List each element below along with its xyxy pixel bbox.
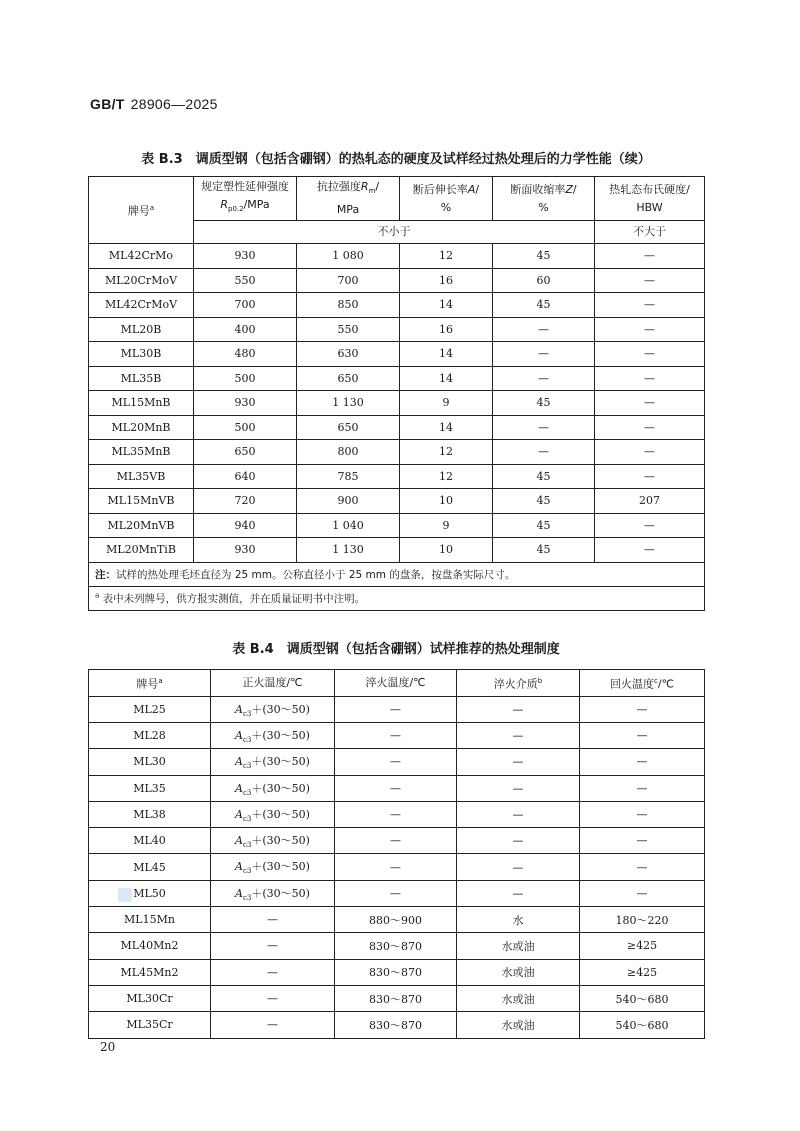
brand-cell: ML45Mn2 [89, 959, 211, 985]
normalize-cell: — [211, 1012, 335, 1038]
table-row [89, 268, 705, 293]
value-cell: — [493, 440, 595, 465]
medium-cell: — [457, 696, 580, 722]
span-not-greater-than: 不大于 [595, 221, 705, 244]
value-cell: 1 040 [297, 513, 400, 538]
quench_temp-cell: — [335, 749, 457, 775]
value-cell: 45 [493, 464, 595, 489]
value-cell: 700 [297, 268, 400, 293]
brand-cell: ML35VB [89, 464, 194, 489]
medium-cell: — [457, 749, 580, 775]
table-b4-caption: 表 B.4 调质型钢（包括含硼钢）试样推荐的热处理制度 [232, 642, 560, 657]
temper-cell: 540～680 [580, 1012, 705, 1038]
value-cell: 400 [194, 317, 297, 342]
value-cell: 500 [194, 415, 297, 440]
table-row [89, 854, 705, 880]
brand-cell: ML40 [89, 828, 211, 854]
temper-cell: — [580, 749, 705, 775]
value-cell: 500 [194, 366, 297, 391]
value-cell: — [493, 366, 595, 391]
value-cell: 550 [194, 268, 297, 293]
value-cell: 14 [400, 415, 493, 440]
value-cell: 16 [400, 317, 493, 342]
brand-cell: ML30B [89, 342, 194, 367]
medium-cell: — [457, 828, 580, 854]
value-cell: 9 [400, 391, 493, 416]
medium-cell: — [457, 775, 580, 801]
table-row [89, 391, 705, 416]
normalize-cell: $A_{c3}+(30\sim 50)$ [211, 696, 335, 722]
value-cell: 45 [493, 293, 595, 318]
brand-cell: ML30Cr [89, 985, 211, 1011]
temper-cell: 180～220 [580, 907, 705, 933]
brand-cell: ML42CrMoV [89, 293, 194, 318]
table-row [89, 513, 705, 538]
table-row [89, 538, 705, 563]
value-cell: 16 [400, 268, 493, 293]
brand-cell: ML35Cr [89, 1012, 211, 1038]
brand-cell: ML15MnB [89, 391, 194, 416]
table-row [89, 293, 705, 318]
table-b3 [88, 176, 705, 611]
medium-cell: 水或油 [457, 933, 580, 959]
quench_temp-cell: — [335, 775, 457, 801]
value-cell: 550 [297, 317, 400, 342]
value-cell: — [595, 440, 705, 465]
value-cell: 850 [297, 293, 400, 318]
brand-cell: ML20CrMoV [89, 268, 194, 293]
value-cell: — [493, 342, 595, 367]
b4-header-1: 正火温度/℃ [211, 670, 335, 697]
value-cell: — [595, 538, 705, 563]
temper-cell: — [580, 775, 705, 801]
quench_temp-cell: — [335, 880, 457, 906]
value-cell: 480 [194, 342, 297, 367]
value-cell: 930 [194, 391, 297, 416]
col-yield-header: 规定塑性延伸强度 $R_{p0.2}$/MPa [194, 177, 297, 221]
brand-cell: ML20MnVB [89, 513, 194, 538]
medium-cell: 水或油 [457, 1012, 580, 1038]
value-cell: — [595, 317, 705, 342]
normalize-cell: $A_{c3}+(30\sim 50)$ [211, 854, 335, 880]
temper-cell: — [580, 722, 705, 748]
table-row [89, 828, 705, 854]
value-cell: 14 [400, 366, 493, 391]
value-cell: 45 [493, 391, 595, 416]
value-cell: — [595, 293, 705, 318]
value-cell: 900 [297, 489, 400, 514]
normalize-cell: — [211, 985, 335, 1011]
value-cell: — [595, 415, 705, 440]
normalize-cell: $A_{c3}+(30\sim 50)$ [211, 801, 335, 827]
table-row [89, 342, 705, 367]
temper-cell: 540～680 [580, 985, 705, 1011]
brand-cell: ML15Mn [89, 907, 211, 933]
table-row [89, 317, 705, 342]
value-cell: 650 [297, 366, 400, 391]
quench_temp-cell: — [335, 828, 457, 854]
value-cell: — [595, 342, 705, 367]
quench_temp-cell: 880～900 [335, 907, 457, 933]
table-row [89, 244, 705, 269]
value-cell: — [595, 244, 705, 269]
brand-cell: ML30 [89, 749, 211, 775]
table-b3-footnote: $^a$ 表中未列牌号，供方报实测值，并在质量证明书中注明。 [89, 586, 705, 610]
temper-cell: — [580, 828, 705, 854]
brand-cell: ML40Mn2 [89, 933, 211, 959]
brand-cell: ML35 [89, 775, 211, 801]
b4-header-3: 淬火介质$^b$ [457, 670, 580, 697]
brand-cell: ML35MnB [89, 440, 194, 465]
table-row [89, 489, 705, 514]
value-cell: 1 130 [297, 538, 400, 563]
value-cell: 60 [493, 268, 595, 293]
b4-header-4: 回火温度$^c$/℃ [580, 670, 705, 697]
value-cell: 12 [400, 464, 493, 489]
value-cell: — [493, 317, 595, 342]
value-cell: 45 [493, 538, 595, 563]
table-row [89, 366, 705, 391]
value-cell: 1 130 [297, 391, 400, 416]
page-number: 20 [100, 1040, 116, 1054]
normalize-cell: — [211, 907, 335, 933]
value-cell: — [595, 268, 705, 293]
table-row [89, 749, 705, 775]
col-tensile-header: 抗拉强度$R_m/$ MPa [297, 177, 400, 221]
value-cell: 12 [400, 440, 493, 465]
value-cell: 785 [297, 464, 400, 489]
brand-cell: ML15MnVB [89, 489, 194, 514]
value-cell: — [595, 464, 705, 489]
brand-cell: ML25 [89, 696, 211, 722]
col-hardness-header: 热轧态布氏硬度/ HBW [595, 177, 705, 221]
normalize-cell: — [211, 959, 335, 985]
value-cell: 45 [493, 244, 595, 269]
value-cell: 720 [194, 489, 297, 514]
quench_temp-cell: — [335, 722, 457, 748]
span-not-less-than: 不小于 [194, 221, 595, 244]
standard-code: GB/T 28906—2025 [90, 96, 218, 112]
watermark-icon [118, 888, 132, 902]
value-cell: — [595, 513, 705, 538]
medium-cell: 水或油 [457, 985, 580, 1011]
value-cell: 45 [493, 489, 595, 514]
quench_temp-cell: — [335, 696, 457, 722]
table-row [89, 1012, 705, 1038]
value-cell: 9 [400, 513, 493, 538]
value-cell: — [493, 415, 595, 440]
value-cell: 12 [400, 244, 493, 269]
medium-cell: — [457, 880, 580, 906]
medium-cell: — [457, 722, 580, 748]
table-row [89, 464, 705, 489]
value-cell: 14 [400, 342, 493, 367]
quench_temp-cell: 830～870 [335, 1012, 457, 1038]
table-row [89, 722, 705, 748]
temper-cell: — [580, 801, 705, 827]
quench_temp-cell: 830～870 [335, 985, 457, 1011]
value-cell: 640 [194, 464, 297, 489]
value-cell: 930 [194, 244, 297, 269]
brand-cell: ML35B [89, 366, 194, 391]
brand-cell: ML38 [89, 801, 211, 827]
medium-cell: — [457, 854, 580, 880]
temper-cell: — [580, 880, 705, 906]
table-row [89, 959, 705, 985]
table-row [89, 415, 705, 440]
brand-cell: ML42CrMo [89, 244, 194, 269]
value-cell: 14 [400, 293, 493, 318]
brand-cell: ML45 [89, 854, 211, 880]
normalize-cell: $A_{c3}+(30\sim 50)$ [211, 722, 335, 748]
value-cell: 650 [194, 440, 297, 465]
value-cell: 650 [297, 415, 400, 440]
b4-header-2: 淬火温度/℃ [335, 670, 457, 697]
table-row [89, 440, 705, 465]
table-b3-caption: 表 B.3 调质型钢（包括含硼钢）的热轧态的硬度及试样经过热处理后的力学性能（续） [141, 152, 651, 167]
b4-header-0: 牌号$^a$ [89, 670, 211, 697]
value-cell: 630 [297, 342, 400, 367]
value-cell: — [595, 391, 705, 416]
value-cell: 45 [493, 513, 595, 538]
table-b4 [88, 669, 705, 1039]
value-cell: 10 [400, 489, 493, 514]
table-b3-note: 注：试样的热处理毛坯直径为 25 mm。公称直径小于 25 mm 的盘条，按盘条实际尺寸。 [89, 562, 705, 586]
quench_temp-cell: 830～870 [335, 959, 457, 985]
col-elongation-header: 断后伸长率A/ % [400, 177, 493, 221]
table-row [89, 907, 705, 933]
temper-cell: ≥425 [580, 933, 705, 959]
value-cell: 940 [194, 513, 297, 538]
normalize-cell: $A_{c3}+(30\sim 50)$ [211, 749, 335, 775]
col-brand-header: 牌号$^a$ [89, 177, 194, 244]
normalize-cell: $A_{c3}+(30\sim 50)$ [211, 880, 335, 906]
table-row [89, 985, 705, 1011]
quench_temp-cell: — [335, 854, 457, 880]
quench_temp-cell: 830～870 [335, 933, 457, 959]
table-row [89, 933, 705, 959]
table-row [89, 775, 705, 801]
value-cell: 1 080 [297, 244, 400, 269]
table-row [89, 880, 705, 906]
brand-cell: ML28 [89, 722, 211, 748]
col-reduction-header: 断面收缩率Z/ % [493, 177, 595, 221]
brand-cell: ML50 [89, 880, 211, 906]
table-row [89, 801, 705, 827]
brand-cell: ML20MnB [89, 415, 194, 440]
normalize-cell: $A_{c3}+(30\sim 50)$ [211, 775, 335, 801]
table-row [89, 696, 705, 722]
brand-cell: ML20MnTiB [89, 538, 194, 563]
temper-cell: ≥425 [580, 959, 705, 985]
normalize-cell: $A_{c3}+(30\sim 50)$ [211, 828, 335, 854]
medium-cell: 水或油 [457, 959, 580, 985]
value-cell: — [595, 366, 705, 391]
value-cell: 207 [595, 489, 705, 514]
normalize-cell: — [211, 933, 335, 959]
medium-cell: — [457, 801, 580, 827]
temper-cell: — [580, 696, 705, 722]
value-cell: 700 [194, 293, 297, 318]
value-cell: 800 [297, 440, 400, 465]
value-cell: 930 [194, 538, 297, 563]
brand-cell: ML20B [89, 317, 194, 342]
temper-cell: — [580, 854, 705, 880]
quench_temp-cell: — [335, 801, 457, 827]
value-cell: 10 [400, 538, 493, 563]
medium-cell: 水 [457, 907, 580, 933]
